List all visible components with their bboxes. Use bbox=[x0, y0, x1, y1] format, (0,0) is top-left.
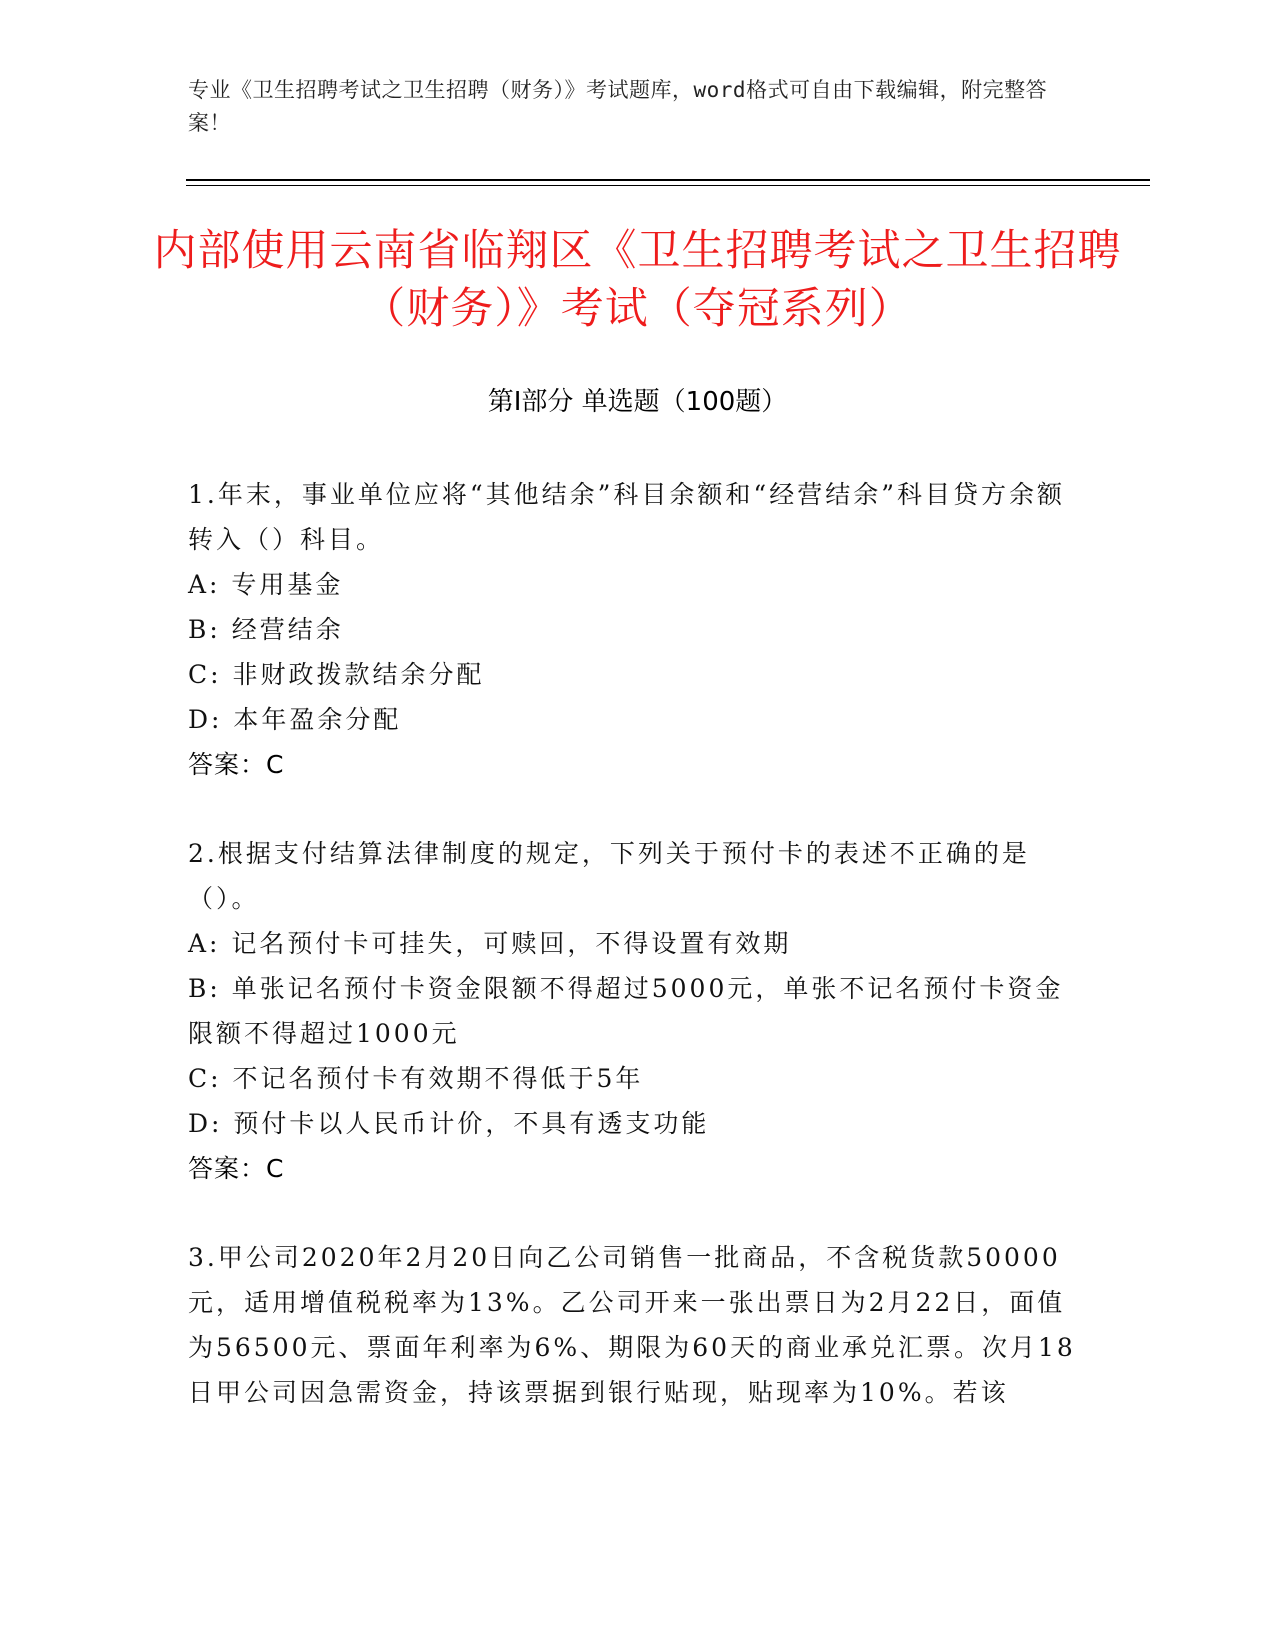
document-title: 内部使用云南省临翔区《卫生招聘考试之卫生招聘（财务）》考试（夺冠系列） bbox=[153, 226, 1122, 334]
option-c: C: 不记名预付卡有效期不得低于5年 bbox=[188, 1064, 644, 1093]
option-b: B: 单张记名预付卡资金限额不得超过5000元，单张不记名预付卡资金限额不得超过1000元 bbox=[188, 974, 1064, 1048]
header-divider-thick bbox=[186, 179, 1150, 181]
option-d: D: 本年盈余分配 bbox=[188, 705, 402, 734]
answer-value: C bbox=[266, 1154, 285, 1183]
option-c: C: 非财政拨款结余分配 bbox=[188, 660, 485, 689]
option-a: A: 专用基金 bbox=[188, 570, 344, 599]
option-d: D: 预付卡以人民币计价，不具有透支功能 bbox=[188, 1109, 710, 1138]
question-1 bbox=[188, 472, 1078, 787]
answer-line bbox=[188, 1146, 1078, 1191]
answer-line bbox=[188, 742, 1078, 787]
question-stem: 1.年末，事业单位应将“其他结余”科目余额和“经营结余”科目贷方余额转入（）科目。 bbox=[188, 480, 1065, 554]
answer-value: C bbox=[266, 750, 285, 779]
option-a: A: 记名预付卡可挂失，可赎回，不得设置有效期 bbox=[188, 929, 792, 958]
option-b: B: 经营结余 bbox=[188, 615, 344, 644]
question-3 bbox=[188, 1235, 1078, 1415]
question-stem: 3.甲公司2020年2月20日向乙公司销售一批商品，不含税货款50000元，适用增值税税率为13%。乙公司开来一张出票日为2月22日，面值为56500元、票面年利率为6%、期限为60天的商业承兑汇票。次月18日甲公司因急需资金，持该票据到银行贴现，贴现率为10%。若该 bbox=[188, 1243, 1076, 1407]
question-stem: 2.根据支付结算法律制度的规定，下列关于预付卡的表述不正确的是（）。 bbox=[188, 839, 1030, 913]
header-divider-thin bbox=[186, 185, 1150, 186]
question-list bbox=[188, 472, 1078, 1459]
answer-label: 答案： bbox=[188, 750, 267, 779]
answer-label: 答案： bbox=[188, 1154, 267, 1183]
header-note: 专业《卫生招聘考试之卫生招聘（财务）》考试题库，word格式可自由下载编辑，附完整答案！ bbox=[188, 78, 1048, 135]
question-2 bbox=[188, 831, 1078, 1191]
section-heading: 第Ⅰ部分 单选题（100题） bbox=[487, 387, 788, 417]
